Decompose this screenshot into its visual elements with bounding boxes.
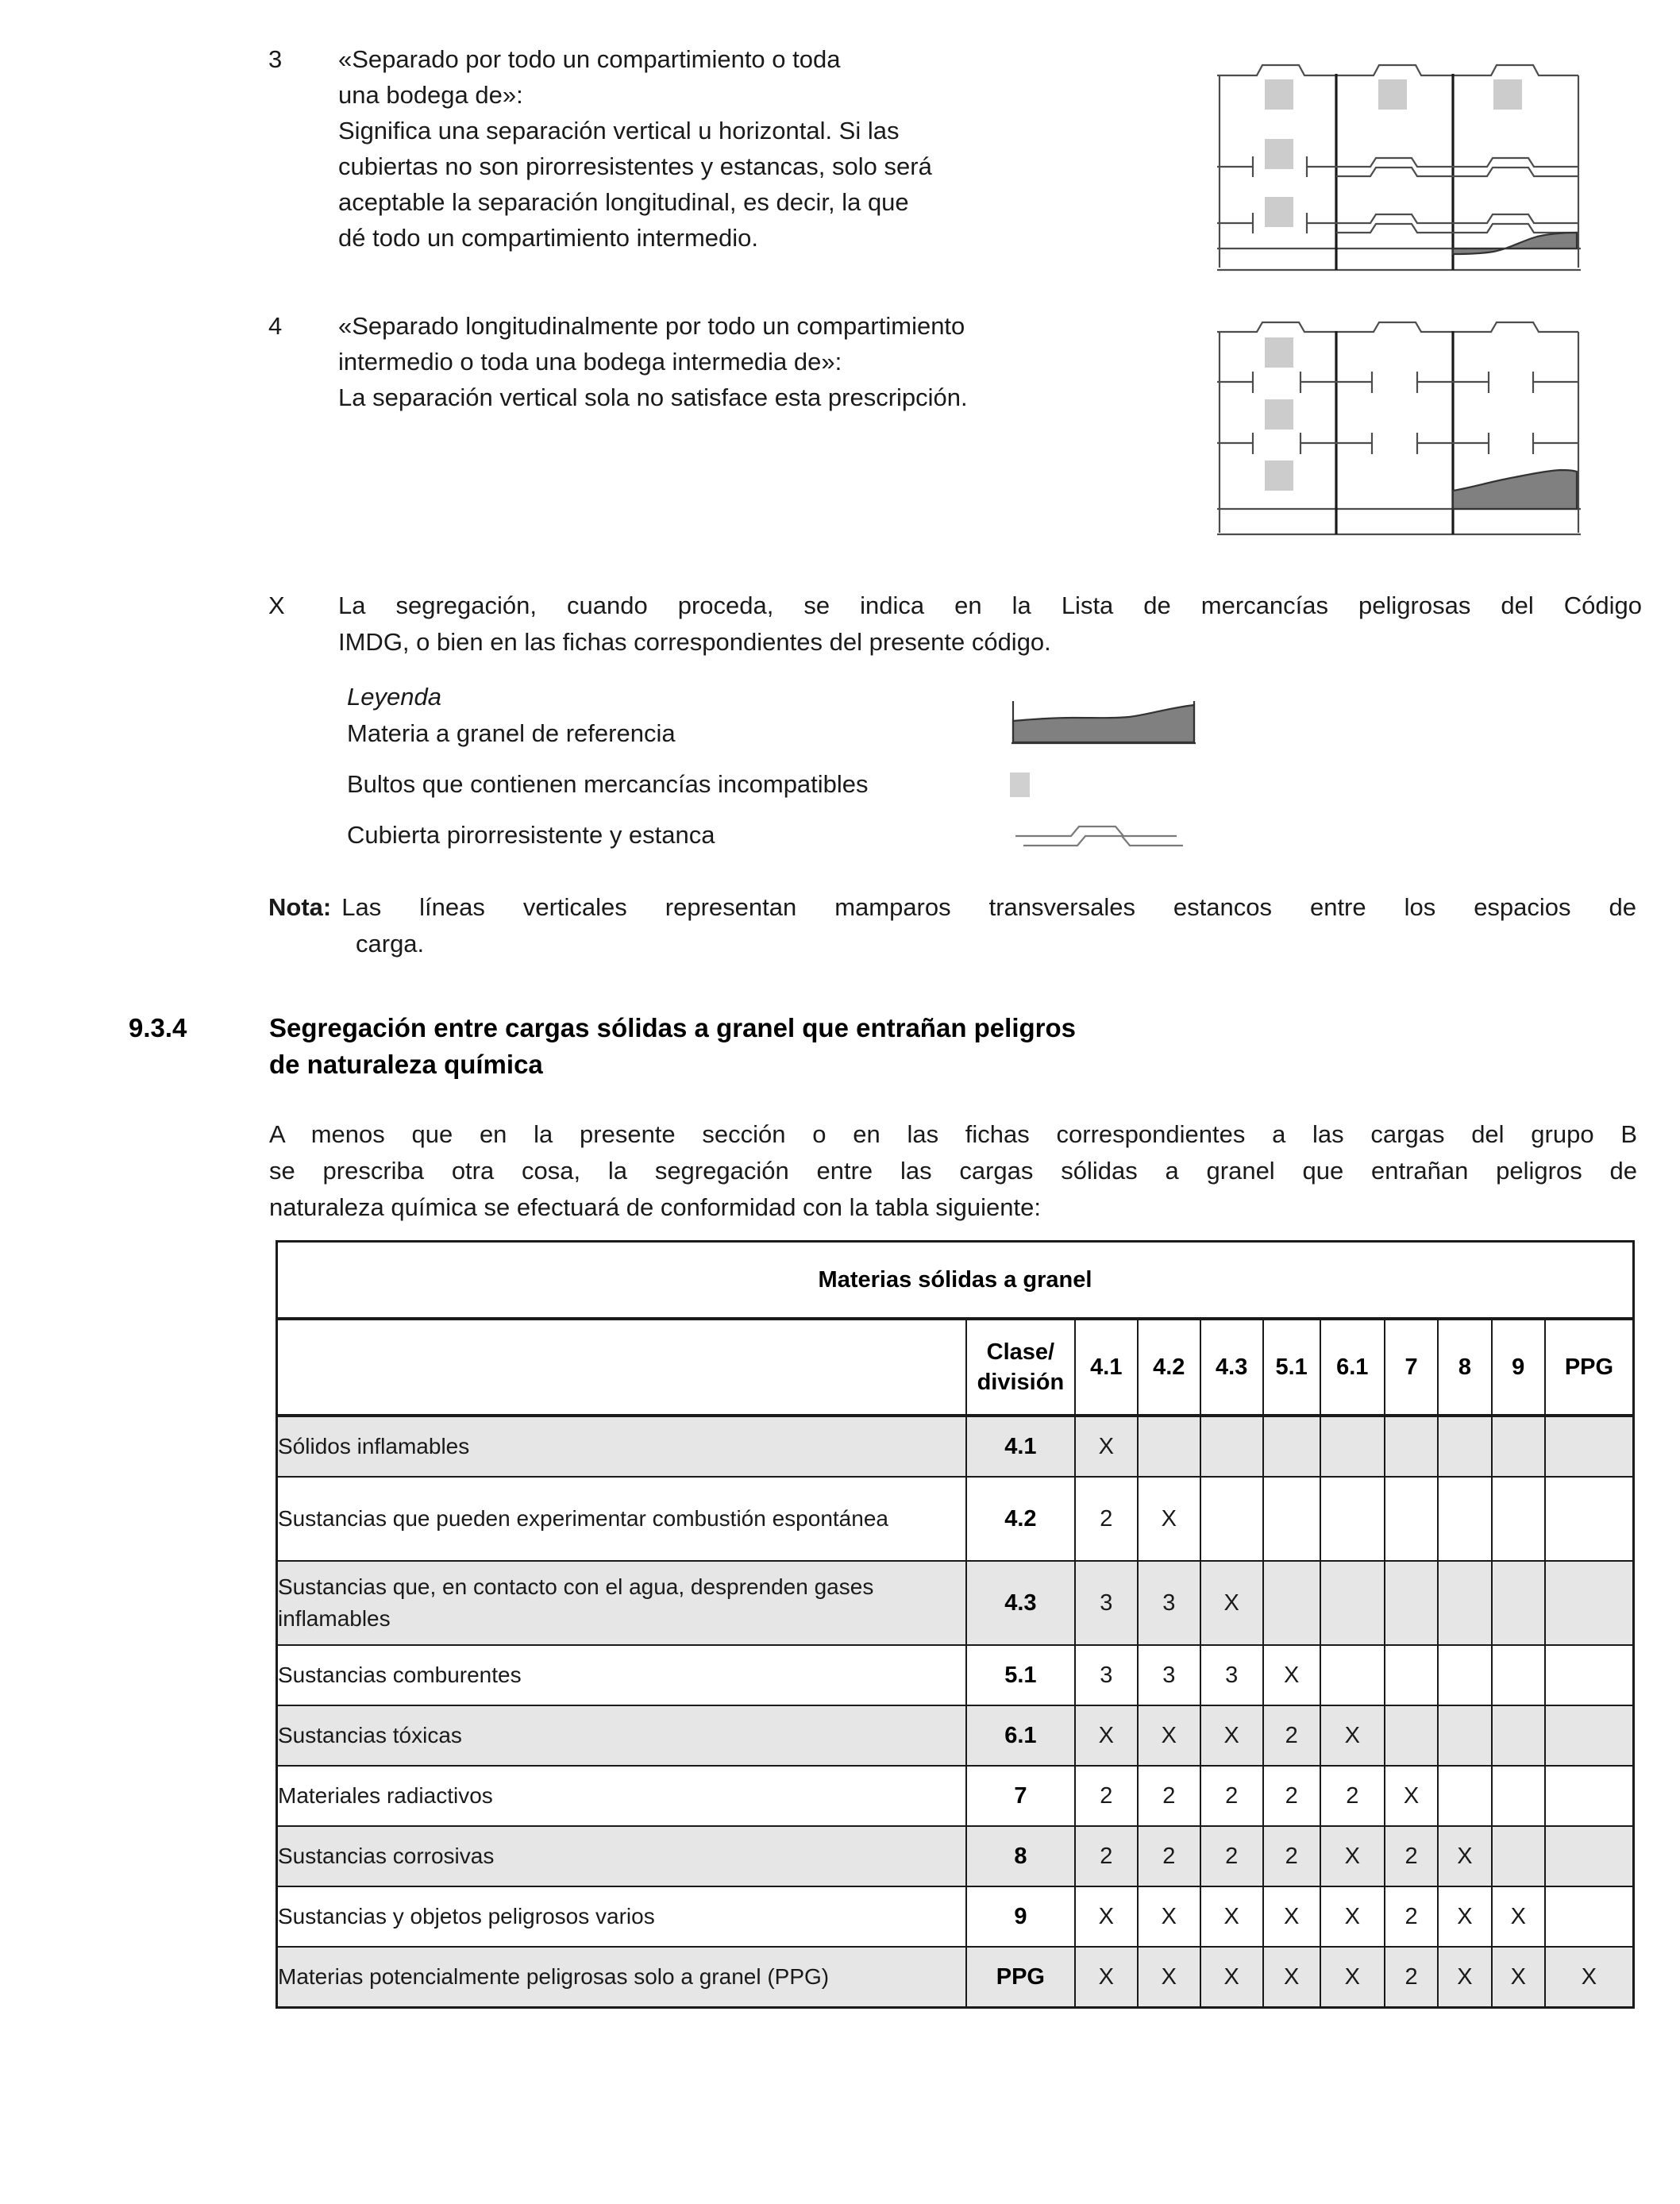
cell-4-2-4-1: 2 <box>1075 1477 1138 1561</box>
cell-4-1-ppg <box>1545 1416 1634 1477</box>
cell-4-3-8 <box>1438 1561 1491 1645</box>
cell-6-1-ppg <box>1545 1705 1634 1766</box>
section-title-line-2: de naturaleza química <box>269 1050 543 1079</box>
cell-4-2-8 <box>1438 1477 1491 1561</box>
cell-4-2-4-2: X <box>1138 1477 1200 1561</box>
cell-ppg-4-2: X <box>1138 1947 1200 2008</box>
cell-8-4-1: 2 <box>1075 1826 1138 1886</box>
section-paragraph <box>269 1116 1637 1226</box>
package-square <box>1493 79 1522 110</box>
cell-9-5-1: X <box>1263 1886 1320 1947</box>
cell-4-1-9 <box>1492 1416 1545 1477</box>
row-class-6-1: 6.1 <box>966 1705 1075 1766</box>
cell-6-1-4-2: X <box>1138 1705 1200 1766</box>
cell-9-4-1: X <box>1075 1886 1138 1947</box>
table-col-header-9: 9 <box>1492 1319 1545 1416</box>
table-header-blank-cell <box>277 1319 966 1416</box>
table-row <box>277 1645 1634 1705</box>
table-col-header-6-1: 6.1 <box>1320 1319 1385 1416</box>
cell-5-1-8 <box>1438 1645 1491 1705</box>
cell-4-2-7 <box>1385 1477 1438 1561</box>
item-3-line-3: Significa una separación vertical u horizontal. Si las <box>338 117 900 144</box>
cell-7-6-1: 2 <box>1320 1766 1385 1826</box>
table-row <box>277 1705 1634 1766</box>
legend-row-packages <box>347 766 1324 817</box>
cell-ppg-ppg: X <box>1545 1947 1634 2008</box>
cell-4-1-7 <box>1385 1416 1438 1477</box>
item-3-line-1: «Separado por todo un compartimiento o toda <box>338 45 841 73</box>
row-class-7: 7 <box>966 1766 1075 1826</box>
cell-4-2-4-3 <box>1200 1477 1263 1561</box>
cell-4-1-4-3 <box>1200 1416 1263 1477</box>
row-label-7: Materiales radiactivos <box>277 1766 966 1826</box>
package-square-swatch-icon <box>1010 773 1030 797</box>
cell-4-1-8 <box>1438 1416 1491 1477</box>
cell-8-7: 2 <box>1385 1826 1438 1886</box>
cell-4-3-ppg <box>1545 1561 1634 1645</box>
cell-8-4-3: 2 <box>1200 1826 1263 1886</box>
package-square <box>1265 337 1293 368</box>
fireproof-deck-swatch-icon <box>1014 822 1185 859</box>
section-title-line-1: Segregación entre cargas sólidas a granel que entrañan peligros <box>269 1013 1077 1042</box>
cell-9-6-1: X <box>1320 1886 1385 1947</box>
cell-ppg-4-1: X <box>1075 1947 1138 2008</box>
row-class-4-2: 4.2 <box>966 1477 1075 1561</box>
x-note-block <box>268 588 1642 661</box>
table-row <box>277 1561 1634 1645</box>
table-col-header-4-1: 4.1 <box>1075 1319 1138 1416</box>
table-row <box>277 1416 1634 1477</box>
cell-4-1-4-1: X <box>1075 1416 1138 1477</box>
x-note-line-2: IMDG, o bien en las fichas correspondientes del presente código. <box>338 628 1051 656</box>
row-label-4-1: Sólidos inflamables <box>277 1416 966 1477</box>
cell-8-ppg <box>1545 1826 1634 1886</box>
x-note-text <box>338 588 1642 661</box>
legend-row-bulk-cargo <box>347 715 1324 766</box>
row-class-5-1: 5.1 <box>966 1645 1075 1705</box>
cell-7-7: X <box>1385 1766 1438 1826</box>
cell-ppg-8: X <box>1438 1947 1491 2008</box>
table-row <box>277 1886 1634 1947</box>
cell-4-2-ppg <box>1545 1477 1634 1561</box>
cell-5-1-5-1: X <box>1263 1645 1320 1705</box>
bulk-cargo-area <box>1453 470 1577 509</box>
section-paragraph-line-3: naturaleza química se efectuará de conformidad con la tabla siguiente: <box>269 1193 1041 1221</box>
cell-4-3-6-1 <box>1320 1561 1385 1645</box>
row-class-9: 9 <box>966 1886 1075 1947</box>
cell-4-3-7 <box>1385 1561 1438 1645</box>
package-square <box>1378 79 1407 110</box>
item-3-text <box>338 41 932 256</box>
segregation-table <box>276 1240 1635 2009</box>
legend-label-fireproof-deck: Cubierta pirorresistente y estanca <box>347 821 715 849</box>
cell-8-8: X <box>1438 1826 1491 1886</box>
cell-7-8 <box>1438 1766 1491 1826</box>
cell-5-1-9 <box>1492 1645 1545 1705</box>
cell-4-2-5-1 <box>1263 1477 1320 1561</box>
cell-6-1-4-3: X <box>1200 1705 1263 1766</box>
bulk-cargo-area <box>1453 233 1577 254</box>
row-class-4-1: 4.1 <box>966 1416 1075 1477</box>
table-row <box>277 1477 1634 1561</box>
section-paragraph-line-2: se prescriba otra cosa, la segregación entre las cargas sólidas a granel que entrañan peligros de <box>269 1157 1637 1185</box>
table-header-row <box>277 1319 1634 1416</box>
cell-6-1-5-1: 2 <box>1263 1705 1320 1766</box>
item-3-number: 3 <box>268 45 283 73</box>
table-banner-row <box>277 1242 1634 1320</box>
package-square <box>1265 460 1293 491</box>
cell-4-3-4-3: X <box>1200 1561 1263 1645</box>
table-col-header-4-2: 4.2 <box>1138 1319 1200 1416</box>
x-note-line-1: La segregación, cuando proceda, se indica en la Lista de mercancías peligrosas del Código <box>338 591 1642 619</box>
cell-4-2-6-1 <box>1320 1477 1385 1561</box>
cell-7-4-3: 2 <box>1200 1766 1263 1826</box>
cell-4-2-9 <box>1492 1477 1545 1561</box>
package-square <box>1265 79 1293 110</box>
cell-8-4-2: 2 <box>1138 1826 1200 1886</box>
cell-9-9: X <box>1492 1886 1545 1947</box>
cell-4-3-4-2: 3 <box>1138 1561 1200 1645</box>
cell-5-1-7 <box>1385 1645 1438 1705</box>
cell-5-1-ppg <box>1545 1645 1634 1705</box>
cell-6-1-4-1: X <box>1075 1705 1138 1766</box>
item-4-line-3: La separación vertical sola no satisface esta prescripción. <box>338 383 968 411</box>
item-4-line-1: «Separado longitudinalmente por todo un compartimiento <box>338 312 965 340</box>
cell-9-4-3: X <box>1200 1886 1263 1947</box>
table-header-class-division <box>966 1319 1075 1416</box>
nota-block <box>268 889 1636 962</box>
legend-title: Leyenda <box>347 683 441 711</box>
table-col-header-7: 7 <box>1385 1319 1438 1416</box>
package-square <box>1265 399 1293 430</box>
row-label-8: Sustancias corrosivas <box>277 1826 966 1886</box>
cell-4-3-4-1: 3 <box>1075 1561 1138 1645</box>
cell-8-9 <box>1492 1826 1545 1886</box>
bulk-cargo-swatch-icon <box>1010 701 1200 754</box>
legend-row-fireproof-deck <box>347 817 1324 868</box>
item-4-line-2: intermedio o toda una bodega intermedia de»: <box>338 348 842 376</box>
cell-5-1-6-1 <box>1320 1645 1385 1705</box>
table-col-header-ppg: PPG <box>1545 1319 1634 1416</box>
class-division-line-1: Clase/ <box>986 1339 1055 1365</box>
legend-label-packages: Bultos que contienen mercancías incompatibles <box>347 770 869 798</box>
cell-6-1-7 <box>1385 1705 1438 1766</box>
cell-ppg-7: 2 <box>1385 1947 1438 2008</box>
row-label-ppg: Materias potencialmente peligrosas solo a granel (PPG) <box>277 1947 966 2008</box>
segregation-table-wrapper <box>276 1240 1635 2009</box>
row-class-ppg: PPG <box>966 1947 1075 2008</box>
row-class-4-3: 4.3 <box>966 1561 1075 1645</box>
table-col-header-5-1: 5.1 <box>1263 1319 1320 1416</box>
table-row <box>277 1766 1634 1826</box>
row-label-9: Sustancias y objetos peligrosos varios <box>277 1886 966 1947</box>
cell-9-7: 2 <box>1385 1886 1438 1947</box>
cell-ppg-5-1: X <box>1263 1947 1320 2008</box>
table-banner-title: Materias sólidas a granel <box>277 1242 1634 1320</box>
ship-diagram-compartment-separation <box>1217 44 1606 274</box>
table-col-header-8: 8 <box>1438 1319 1491 1416</box>
cell-7-4-1: 2 <box>1075 1766 1138 1826</box>
ship-diagram-longitudinal-separation <box>1217 320 1606 538</box>
table-row <box>277 1826 1634 1886</box>
row-label-4-2: Sustancias que pueden experimentar combustión espontánea <box>277 1477 966 1561</box>
cell-5-1-4-1: 3 <box>1075 1645 1138 1705</box>
cell-9-ppg <box>1545 1886 1634 1947</box>
cell-7-5-1: 2 <box>1263 1766 1320 1826</box>
section-number: 9.3.4 <box>129 1013 187 1042</box>
cell-ppg-9: X <box>1492 1947 1545 2008</box>
section-9-3-4 <box>129 1010 1637 1226</box>
table-col-header-4-3: 4.3 <box>1200 1319 1263 1416</box>
cell-5-1-4-2: 3 <box>1138 1645 1200 1705</box>
item-4-number: 4 <box>268 312 283 340</box>
cell-7-9 <box>1492 1766 1545 1826</box>
nota-line-1: Las líneas verticales representan mamparos transversales estancos entre los espacios de <box>341 893 1636 921</box>
class-division-line-2: división <box>977 1370 1065 1395</box>
cell-ppg-6-1: X <box>1320 1947 1385 2008</box>
table-row <box>277 1947 1634 2008</box>
legend-block <box>347 679 1324 868</box>
item-3-line-2: una bodega de»: <box>338 81 523 109</box>
definition-item-4 <box>268 308 1221 415</box>
cell-4-1-6-1 <box>1320 1416 1385 1477</box>
x-note-marker: X <box>268 591 285 619</box>
cell-7-ppg <box>1545 1766 1634 1826</box>
cell-4-1-4-2 <box>1138 1416 1200 1477</box>
cell-7-4-2: 2 <box>1138 1766 1200 1826</box>
row-label-5-1: Sustancias comburentes <box>277 1645 966 1705</box>
cell-6-1-8 <box>1438 1705 1491 1766</box>
item-3-line-4: cubiertas no son pirorresistentes y estancas, solo será <box>338 152 932 180</box>
item-4-text <box>338 308 968 415</box>
cell-ppg-4-3: X <box>1200 1947 1263 2008</box>
row-label-4-3: Sustancias que, en contacto con el agua, desprenden gases inflamables <box>277 1561 966 1645</box>
row-label-6-1: Sustancias tóxicas <box>277 1705 966 1766</box>
row-class-8: 8 <box>966 1826 1075 1886</box>
cell-4-3-5-1 <box>1263 1561 1320 1645</box>
section-paragraph-line-1: A menos que en la presente sección o en las fichas correspondientes a las cargas del grupo B <box>269 1120 1637 1148</box>
cell-4-3-9 <box>1492 1561 1545 1645</box>
definition-item-3 <box>268 41 1142 256</box>
cell-6-1-6-1: X <box>1320 1705 1385 1766</box>
item-3-line-5: aceptable la separación longitudinal, es decir, la que <box>338 188 909 216</box>
legend-label-bulk-cargo: Materia a granel de referencia <box>347 719 676 747</box>
nota-label: Nota: <box>268 893 332 921</box>
cell-5-1-4-3: 3 <box>1200 1645 1263 1705</box>
package-square <box>1265 139 1293 169</box>
item-3-line-6: dé todo un compartimiento intermedio. <box>338 224 759 252</box>
cell-9-4-2: X <box>1138 1886 1200 1947</box>
package-square <box>1265 197 1293 227</box>
cell-6-1-9 <box>1492 1705 1545 1766</box>
cell-4-1-5-1 <box>1263 1416 1320 1477</box>
cell-8-6-1: X <box>1320 1826 1385 1886</box>
cell-9-8: X <box>1438 1886 1491 1947</box>
nota-line-2: carga. <box>356 930 425 958</box>
cell-8-5-1: 2 <box>1263 1826 1320 1886</box>
